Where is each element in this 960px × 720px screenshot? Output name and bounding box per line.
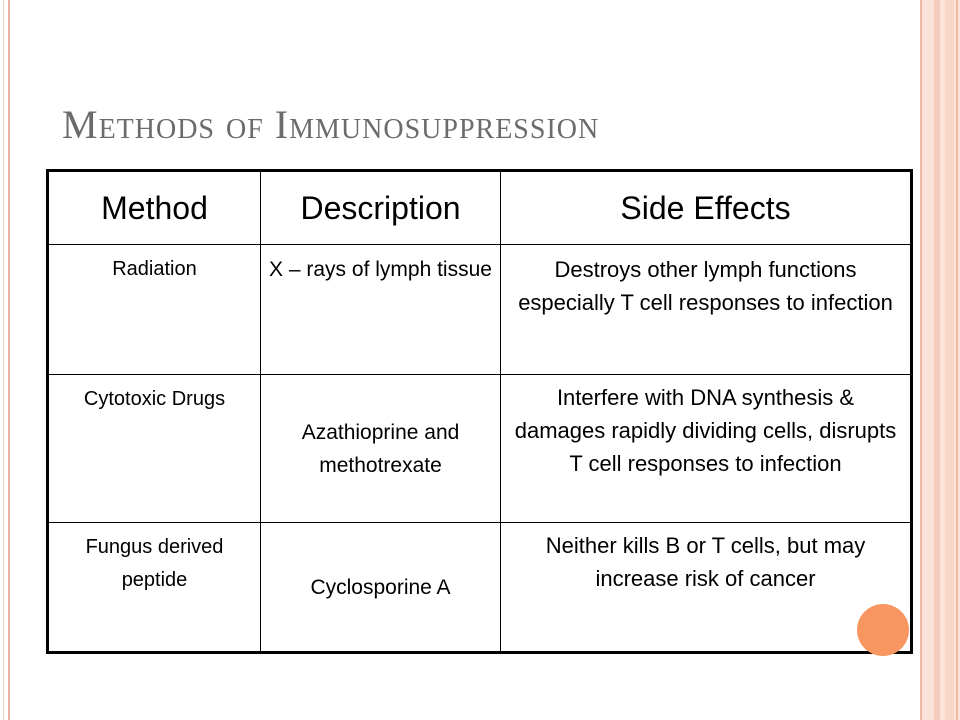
decorative-stripe [945,0,954,720]
cell-description: Cyclosporine A [261,523,501,653]
slide-title: Methods of Immunosuppression [62,102,600,147]
cell-side-effects: Destroys other lymph functions especially T cell responses to infection [501,245,912,375]
cell-side-effects: Interfere with DNA synthesis & damages rapidly dividing cells, disrupts T cell responses to infection [501,375,912,523]
decorative-circle [857,604,909,656]
header-method: Method [48,171,261,245]
decorative-stripe [934,0,940,720]
decorative-stripe [920,0,922,720]
cell-side-effects: Neither kills B or T cells, but may increase risk of cancer [501,523,912,653]
cell-method: Fungus derived peptide [48,523,261,653]
cell-method: Cytotoxic Drugs [48,375,261,523]
table-row [48,375,912,523]
immunosuppression-table [46,169,913,654]
cell-description: Azathioprine and methotrexate [261,375,501,523]
table-header-row [48,171,912,245]
header-side-effects: Side Effects [501,171,912,245]
cell-method: Radiation [48,245,261,375]
cell-description: X – rays of lymph tissue [261,245,501,375]
slide-right-decoration [920,0,960,720]
decorative-stripe [956,0,958,720]
table-row [48,245,912,375]
table-row [48,523,912,653]
header-description: Description [261,171,501,245]
slide-left-border [0,0,10,720]
